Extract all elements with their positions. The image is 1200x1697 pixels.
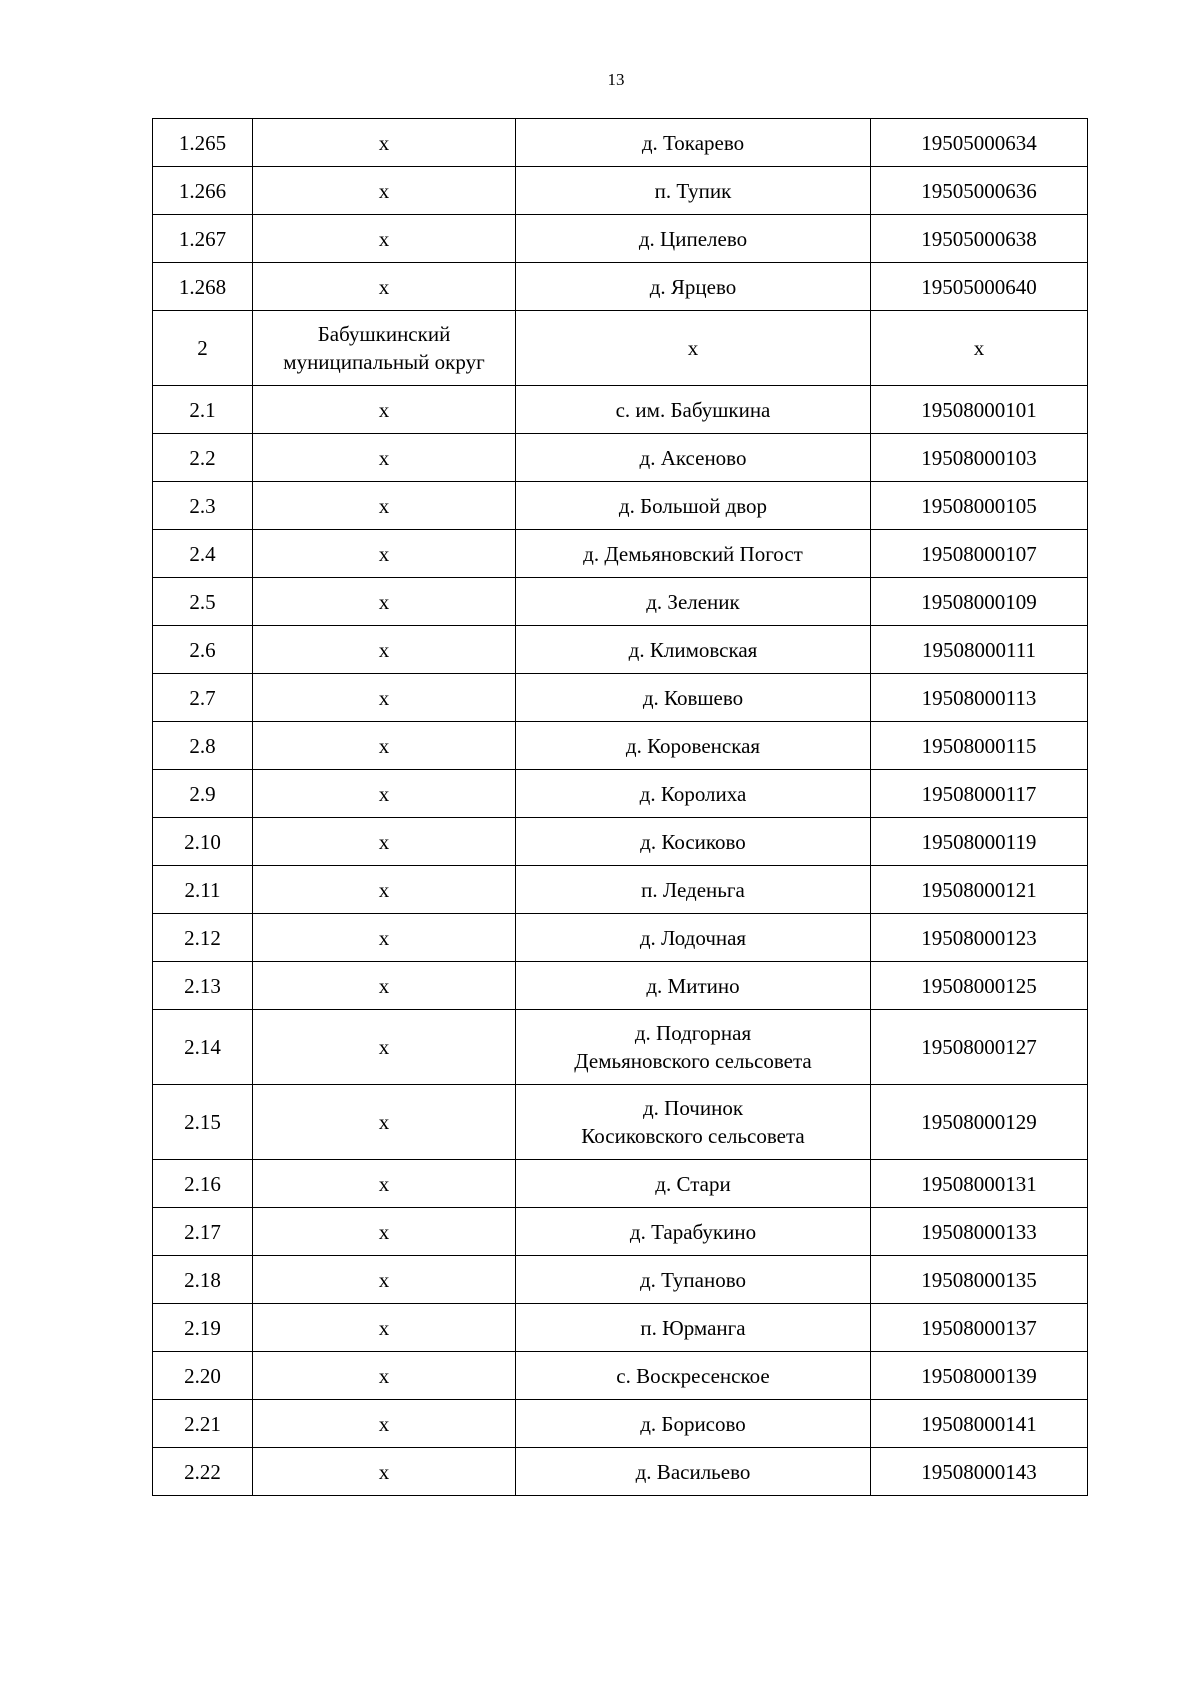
table-row: [153, 578, 1088, 626]
oktmo-code-cell-text: 19505000640: [921, 274, 1037, 299]
district-cell-text: х: [378, 1267, 390, 1292]
settlement-cell-text: д. Аксеново: [639, 445, 747, 470]
row-number-cell-text: 2.14: [184, 1035, 221, 1059]
row-number-cell-text: 2.18: [184, 1267, 221, 1292]
settlement-cell: [516, 962, 871, 1010]
table-row: [153, 482, 1088, 530]
oktmo-code-cell-text: 19508000113: [921, 685, 1037, 710]
district-cell-text: х: [378, 733, 390, 758]
district-cell-text: х: [378, 973, 390, 998]
row-number-cell: [153, 482, 253, 530]
settlement-cell: [516, 263, 871, 311]
table-row: [153, 1160, 1088, 1208]
row-number-cell: [153, 1160, 253, 1208]
row-number-cell-text: 2.21: [184, 1411, 221, 1436]
row-number-cell: [153, 119, 253, 167]
district-cell-text: х: [378, 1035, 390, 1059]
oktmo-code-cell-text: 19505000638: [921, 226, 1037, 251]
settlement-cell: [516, 386, 871, 434]
district-cell: [253, 119, 516, 167]
district-cell: [253, 962, 516, 1010]
row-number-cell-text: 2.19: [184, 1315, 221, 1340]
table-row: [153, 263, 1088, 311]
table-row: [153, 1448, 1088, 1496]
district-cell-text: х: [378, 226, 390, 251]
oktmo-code-cell: [871, 722, 1088, 770]
settlement-cell-text: д. Ярцево: [649, 274, 737, 299]
table-row: [153, 818, 1088, 866]
row-number-cell-text: 2.20: [184, 1363, 221, 1388]
district-cell-text: х: [378, 1171, 390, 1196]
row-number-cell: [153, 626, 253, 674]
settlement-cell: [516, 1304, 871, 1352]
settlement-cell-text: д. Тупаново: [639, 1267, 747, 1292]
settlement-cell-text: п. Юрманга: [640, 1315, 746, 1340]
oktmo-code-cell: [871, 914, 1088, 962]
settlement-cell-text: п. Леденьга: [641, 877, 745, 902]
row-number-cell: [153, 1208, 253, 1256]
district-cell: [253, 626, 516, 674]
oktmo-code-cell-text: 19508000103: [921, 445, 1037, 470]
settlement-cell-text: д. Большой двор: [618, 493, 768, 518]
district-cell: [253, 1304, 516, 1352]
oktmo-code-cell-text: 19508000129: [921, 1110, 1037, 1134]
oktmo-code-cell: [871, 215, 1088, 263]
settlement-cell-text: х: [687, 336, 699, 360]
table-row: [153, 722, 1088, 770]
row-number-cell: [153, 215, 253, 263]
table-row: [153, 1304, 1088, 1352]
oktmo-code-cell: [871, 1304, 1088, 1352]
row-number-cell-text: 2.9: [189, 781, 216, 806]
oktmo-code-cell-text: 19508000133: [921, 1219, 1037, 1244]
settlement-cell-text: д. Коровенская: [625, 733, 761, 758]
settlements-table: [152, 118, 1088, 1496]
oktmo-code-cell: [871, 311, 1088, 386]
oktmo-code-cell-text: 19508000137: [921, 1315, 1037, 1340]
district-cell: [253, 770, 516, 818]
settlement-cell: [516, 530, 871, 578]
district-cell: [253, 674, 516, 722]
row-number-cell-text: 2.13: [184, 973, 221, 998]
oktmo-code-cell-text: 19508000123: [921, 925, 1037, 950]
row-number-cell-text: 2.2: [189, 445, 216, 470]
settlement-cell: [516, 866, 871, 914]
district-cell: [253, 215, 516, 263]
row-number-cell-text: 2.22: [184, 1459, 221, 1484]
row-number-cell: [153, 962, 253, 1010]
oktmo-code-cell-text: 19508000105: [921, 493, 1037, 518]
row-number-cell: [153, 1448, 253, 1496]
settlement-cell: [516, 311, 871, 386]
oktmo-code-cell: [871, 1085, 1088, 1160]
row-number-cell-text: 2.5: [189, 589, 216, 614]
district-cell: [253, 914, 516, 962]
district-cell: [253, 1448, 516, 1496]
district-cell: [253, 311, 516, 386]
row-number-cell: [153, 1010, 253, 1085]
district-cell-text: х: [378, 637, 390, 662]
oktmo-code-cell: [871, 386, 1088, 434]
district-cell-text: х: [378, 445, 390, 470]
settlement-cell-text: д. Стари: [655, 1171, 731, 1196]
settlement-cell: [516, 722, 871, 770]
page-number: 13: [607, 70, 625, 89]
settlement-cell: [516, 914, 871, 962]
settlement-cell: [516, 1448, 871, 1496]
district-cell: [253, 434, 516, 482]
oktmo-code-cell-text: 19505000636: [921, 178, 1037, 203]
oktmo-code-cell-text: 19508000131: [921, 1171, 1037, 1196]
table-row: [153, 770, 1088, 818]
table-row: [153, 167, 1088, 215]
settlement-cell: [516, 1010, 871, 1085]
district-cell-text: х: [378, 130, 390, 155]
oktmo-code-cell: [871, 1208, 1088, 1256]
district-cell-text: х: [378, 1219, 390, 1244]
row-number-cell-text: 2.1: [189, 397, 216, 422]
row-number-cell: [153, 818, 253, 866]
row-number-cell-text: 1.268: [178, 274, 227, 299]
row-number-cell-text: 2.8: [189, 733, 216, 758]
district-cell: [253, 167, 516, 215]
district-cell: [253, 1010, 516, 1085]
settlement-cell-text: с. им. Бабушкина: [615, 397, 771, 422]
settlement-cell-text: д. Токарево: [641, 130, 745, 155]
row-number-cell-text: 2.6: [189, 637, 216, 662]
district-cell-text: х: [378, 178, 390, 203]
oktmo-code-cell: [871, 482, 1088, 530]
settlement-cell: [516, 1085, 871, 1160]
district-cell: [253, 1352, 516, 1400]
row-number-cell: [153, 434, 253, 482]
oktmo-code-cell: [871, 1352, 1088, 1400]
settlement-cell-text: д. Подгорная Демьяновского сельсовета: [574, 1021, 812, 1073]
district-cell-text: х: [378, 925, 390, 950]
district-cell: [253, 1400, 516, 1448]
table-row: [153, 311, 1088, 386]
oktmo-code-cell: [871, 818, 1088, 866]
table-row: [153, 530, 1088, 578]
settlement-cell-text: д. Климовская: [628, 637, 758, 662]
row-number-cell-text: 1.267: [178, 226, 227, 251]
oktmo-code-cell: [871, 263, 1088, 311]
oktmo-code-cell: [871, 674, 1088, 722]
oktmo-code-cell-text: 19508000101: [921, 397, 1037, 422]
district-cell: [253, 1208, 516, 1256]
table-row: [153, 914, 1088, 962]
settlement-cell-text: д. Васильево: [635, 1459, 751, 1484]
settlement-cell-text: д. Ковшево: [642, 685, 744, 710]
oktmo-code-cell-text: 19508000111: [922, 637, 1036, 662]
settlement-cell: [516, 119, 871, 167]
oktmo-code-cell: [871, 1160, 1088, 1208]
oktmo-code-cell-text: 19508000143: [921, 1459, 1037, 1484]
district-cell: [253, 578, 516, 626]
district-cell-text: х: [378, 589, 390, 614]
row-number-cell-text: 2.12: [184, 925, 221, 950]
oktmo-code-cell: [871, 530, 1088, 578]
table-row: [153, 386, 1088, 434]
settlement-cell-text: д. Борисово: [640, 1411, 746, 1436]
settlement-cell: [516, 482, 871, 530]
row-number-cell: [153, 578, 253, 626]
district-cell: [253, 530, 516, 578]
settlement-cell-text: д. Ципелево: [638, 226, 748, 251]
row-number-cell: [153, 722, 253, 770]
district-cell-text: х: [378, 781, 390, 806]
district-cell-text: х: [378, 1411, 390, 1436]
settlement-cell-text: д. Починок Косиковского сельсовета: [581, 1096, 805, 1148]
row-number-cell: [153, 530, 253, 578]
oktmo-code-cell: [871, 119, 1088, 167]
row-number-cell-text: 2: [197, 336, 208, 360]
table-row: [153, 866, 1088, 914]
district-cell-text: х: [378, 685, 390, 710]
row-number-cell: [153, 263, 253, 311]
district-cell-text: х: [378, 829, 390, 854]
settlement-cell-text: д. Демьяновский Погост: [583, 541, 803, 566]
oktmo-code-cell: [871, 770, 1088, 818]
oktmo-code-cell: [871, 434, 1088, 482]
oktmo-code-cell-text: 19508000107: [921, 541, 1037, 566]
settlement-cell: [516, 1208, 871, 1256]
settlement-cell: [516, 1160, 871, 1208]
oktmo-code-cell: [871, 1010, 1088, 1085]
district-cell-text: Бабушкинский муниципальный округ: [283, 322, 485, 374]
district-cell: [253, 263, 516, 311]
district-cell: [253, 1085, 516, 1160]
settlement-cell: [516, 215, 871, 263]
row-number-cell: [153, 770, 253, 818]
table-row: [153, 1400, 1088, 1448]
oktmo-code-cell: [871, 866, 1088, 914]
settlement-cell-text: д. Королиха: [639, 781, 747, 806]
row-number-cell-text: 2.7: [189, 685, 216, 710]
table-row: [153, 215, 1088, 263]
district-cell: [253, 482, 516, 530]
table-row: [153, 1256, 1088, 1304]
settlement-cell: [516, 818, 871, 866]
settlement-cell: [516, 626, 871, 674]
row-number-cell-text: 1.266: [178, 178, 227, 203]
oktmo-code-cell-text: 19508000141: [921, 1411, 1037, 1436]
oktmo-code-cell: [871, 626, 1088, 674]
row-number-cell: [153, 674, 253, 722]
oktmo-code-cell-text: 19508000117: [921, 781, 1037, 806]
row-number-cell: [153, 866, 253, 914]
oktmo-code-cell: [871, 1448, 1088, 1496]
settlement-cell-text: п. Тупик: [654, 178, 732, 203]
settlement-cell: [516, 434, 871, 482]
oktmo-code-cell-text: 19508000109: [921, 589, 1037, 614]
settlement-cell: [516, 770, 871, 818]
row-number-cell-text: 2.16: [184, 1171, 221, 1196]
oktmo-code-cell-text: 19508000115: [921, 733, 1037, 758]
row-number-cell: [153, 1352, 253, 1400]
oktmo-code-cell-text: 19508000139: [921, 1363, 1037, 1388]
settlement-cell: [516, 578, 871, 626]
table-row: [153, 1085, 1088, 1160]
row-number-cell: [153, 1304, 253, 1352]
settlement-cell: [516, 1352, 871, 1400]
district-cell-text: х: [378, 541, 390, 566]
row-number-cell-text: 2.10: [184, 829, 221, 854]
table-row: [153, 1010, 1088, 1085]
row-number-cell: [153, 914, 253, 962]
row-number-cell-text: 2.11: [184, 877, 221, 902]
row-number-cell: [153, 1400, 253, 1448]
table-row: [153, 119, 1088, 167]
district-cell: [253, 1160, 516, 1208]
row-number-cell: [153, 1256, 253, 1304]
district-cell-text: х: [378, 274, 390, 299]
district-cell-text: х: [378, 1110, 390, 1134]
settlement-cell: [516, 167, 871, 215]
row-number-cell: [153, 386, 253, 434]
table-row: [153, 434, 1088, 482]
row-number-cell-text: 2.4: [189, 541, 216, 566]
settlement-cell-text: д. Косиково: [640, 829, 746, 854]
settlement-cell-text: д. Митино: [646, 973, 740, 998]
district-cell: [253, 1256, 516, 1304]
table-row: [153, 962, 1088, 1010]
row-number-cell-text: 2.3: [189, 493, 216, 518]
row-number-cell: [153, 1085, 253, 1160]
oktmo-code-cell-text: 19508000127: [921, 1035, 1037, 1059]
district-cell-text: х: [378, 877, 390, 902]
row-number-cell-text: 1.265: [178, 130, 227, 155]
district-cell: [253, 866, 516, 914]
district-cell: [253, 386, 516, 434]
district-cell-text: х: [378, 493, 390, 518]
table-row: [153, 674, 1088, 722]
settlement-cell-text: д. Зеленик: [646, 589, 740, 614]
district-cell-text: х: [378, 1363, 390, 1388]
district-cell-text: х: [378, 1459, 390, 1484]
oktmo-code-cell: [871, 167, 1088, 215]
oktmo-code-cell-text: 19508000125: [921, 973, 1037, 998]
oktmo-code-cell: [871, 1400, 1088, 1448]
district-cell-text: х: [378, 1315, 390, 1340]
table-row: [153, 1208, 1088, 1256]
row-number-cell-text: 2.17: [184, 1219, 221, 1244]
settlement-cell: [516, 674, 871, 722]
district-cell: [253, 818, 516, 866]
settlement-cell-text: д. Лодочная: [639, 925, 747, 950]
row-number-cell: [153, 167, 253, 215]
settlement-cell: [516, 1256, 871, 1304]
oktmo-code-cell-text: 19508000135: [921, 1267, 1037, 1292]
table-row: [153, 1352, 1088, 1400]
table-row: [153, 626, 1088, 674]
settlement-cell-text: с. Воскресенское: [616, 1363, 770, 1388]
oktmo-code-cell-text: 19508000119: [921, 829, 1037, 854]
oktmo-code-cell: [871, 578, 1088, 626]
settlement-cell-text: д. Тарабукино: [629, 1219, 757, 1244]
district-cell-text: х: [378, 397, 390, 422]
settlement-cell: [516, 1400, 871, 1448]
oktmo-code-cell: [871, 1256, 1088, 1304]
oktmo-code-cell-text: 19505000634: [921, 130, 1037, 155]
row-number-cell: [153, 311, 253, 386]
oktmo-code-cell-text: 19508000121: [921, 877, 1037, 902]
table-body: [153, 119, 1088, 1496]
district-cell: [253, 722, 516, 770]
oktmo-code-cell-text: х: [973, 336, 985, 360]
oktmo-code-cell: [871, 962, 1088, 1010]
row-number-cell-text: 2.15: [184, 1110, 221, 1134]
